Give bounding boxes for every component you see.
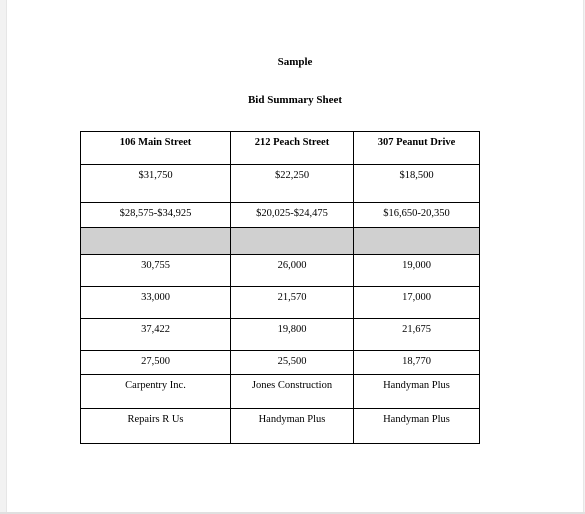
table-header-row (81, 132, 480, 165)
table-cell: 21,675 (354, 319, 480, 351)
column-header: 212 Peach Street (231, 132, 354, 165)
table-row (81, 165, 480, 203)
table-cell (231, 228, 354, 255)
table-cell: $31,750 (81, 165, 231, 203)
bid-summary-table (80, 131, 480, 444)
table-cell: 19,800 (231, 319, 354, 351)
table-cell: Handyman Plus (354, 375, 480, 409)
table-row (81, 203, 480, 228)
table-row (81, 287, 480, 319)
table-row (81, 375, 480, 409)
table-cell: Carpentry Inc. (81, 375, 231, 409)
table-cell: $20,025-$24,475 (231, 203, 354, 228)
table-cell: 25,500 (231, 351, 354, 375)
table-cell: $22,250 (231, 165, 354, 203)
table-row (81, 351, 480, 375)
table-row (81, 409, 480, 444)
table-cell: 21,570 (231, 287, 354, 319)
document-title: Sample (277, 56, 313, 68)
table-cell: Handyman Plus (231, 409, 354, 444)
document-subtitle: Bid Summary Sheet (247, 94, 343, 106)
table-cell: $18,500 (354, 165, 480, 203)
table-row (81, 319, 480, 351)
table-cell: 33,000 (81, 287, 231, 319)
table-row-separator (81, 228, 480, 255)
table-cell: 30,755 (81, 255, 231, 287)
table-cell: Jones Construction (231, 375, 354, 409)
table-cell: 26,000 (231, 255, 354, 287)
table-cell: 37,422 (81, 319, 231, 351)
table-cell: 27,500 (81, 351, 231, 375)
table-cell: 17,000 (354, 287, 480, 319)
table-cell: $16,650-20,350 (354, 203, 480, 228)
table-cell (354, 228, 480, 255)
table-cell: Repairs R Us (81, 409, 231, 444)
table-cell: 19,000 (354, 255, 480, 287)
column-header: 106 Main Street (81, 132, 231, 165)
table-cell: 18,770 (354, 351, 480, 375)
table-row (81, 255, 480, 287)
table-cell (81, 228, 231, 255)
column-header: 307 Peanut Drive (354, 132, 480, 165)
table-cell: Handyman Plus (354, 409, 480, 444)
table-cell: $28,575-$34,925 (81, 203, 231, 228)
